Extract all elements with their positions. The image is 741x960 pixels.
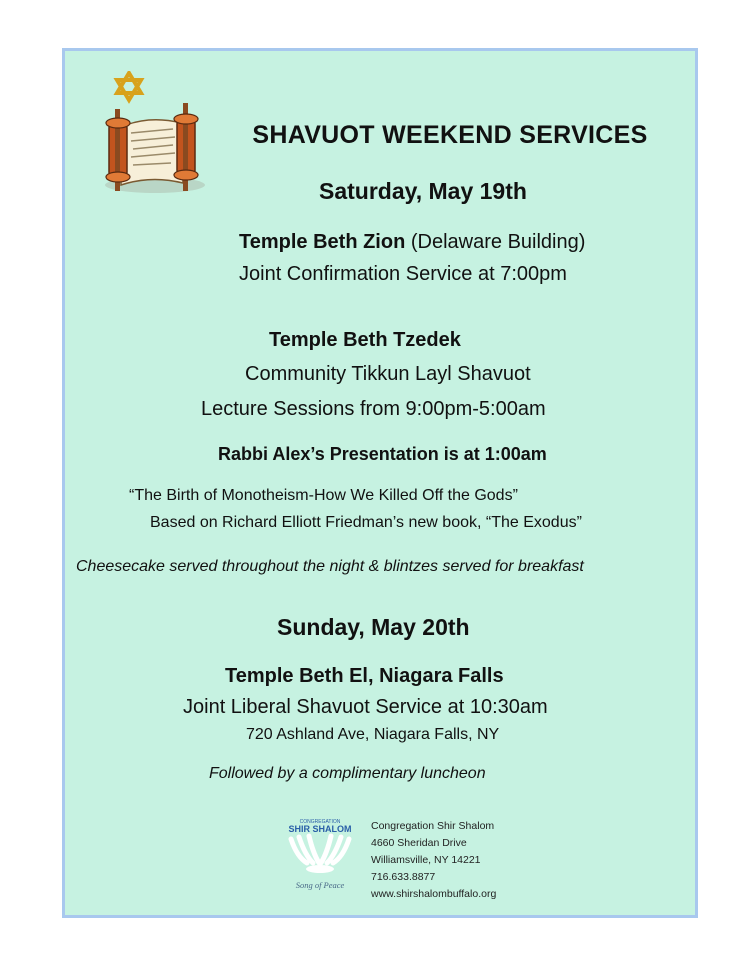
contact-phone: 716.633.8877 xyxy=(371,871,436,883)
logo-tagline: Song of Peace xyxy=(295,880,345,890)
torah-scroll-icon xyxy=(91,71,209,201)
venue1-name: Temple Beth Zion xyxy=(239,231,406,253)
contact-org: Congregation Shir Shalom xyxy=(371,820,495,832)
contact-block xyxy=(371,818,496,903)
saturday-date: Saturday, May 19th xyxy=(319,178,527,204)
flyer-title: SHAVUOT WEEKEND SERVICES xyxy=(252,121,648,149)
venue2-line2: Lecture Sessions from 9:00pm-5:00am xyxy=(201,398,546,420)
venue1-line xyxy=(239,231,585,254)
sunday-service: Joint Liberal Shavuot Service at 10:30am xyxy=(183,696,548,718)
logo-name: SHIR SHALOM xyxy=(288,824,352,834)
logo-small-text: CONGREGATION xyxy=(299,819,341,825)
venue1-service: Joint Confirmation Service at 7:00pm xyxy=(239,263,567,285)
venue1-detail: (Delaware Building) xyxy=(405,231,586,253)
luncheon-note: Followed by a complimentary luncheon xyxy=(209,765,486,782)
flyer-panel xyxy=(62,48,698,918)
lecture-basis: Based on Richard Elliott Friedman’s new book, “The Exodus” xyxy=(150,514,582,531)
sunday-venue-name: Temple Beth El, Niagara Falls xyxy=(225,665,504,687)
contact-city: Williamsville, NY 14221 xyxy=(371,854,481,866)
contact-website[interactable]: www.shirshalombuffalo.org xyxy=(371,888,497,900)
presentation-time: Rabbi Alex’s Presentation is at 1:00am xyxy=(218,444,547,464)
contact-street: 4660 Sheridan Drive xyxy=(371,837,467,849)
lecture-title: “The Birth of Monotheism-How We Killed Off the Gods” xyxy=(129,487,518,504)
food-note: Cheesecake served throughout the night & blintzes served for breakfast xyxy=(76,558,584,575)
sunday-date: Sunday, May 20th xyxy=(277,614,470,640)
sunday-address: 720 Ashland Ave, Niagara Falls, NY xyxy=(246,726,500,743)
shir-shalom-logo xyxy=(283,817,357,893)
venue2-name: Temple Beth Tzedek xyxy=(269,329,461,351)
venue2-line1: Community Tikkun Layl Shavuot xyxy=(245,363,531,385)
